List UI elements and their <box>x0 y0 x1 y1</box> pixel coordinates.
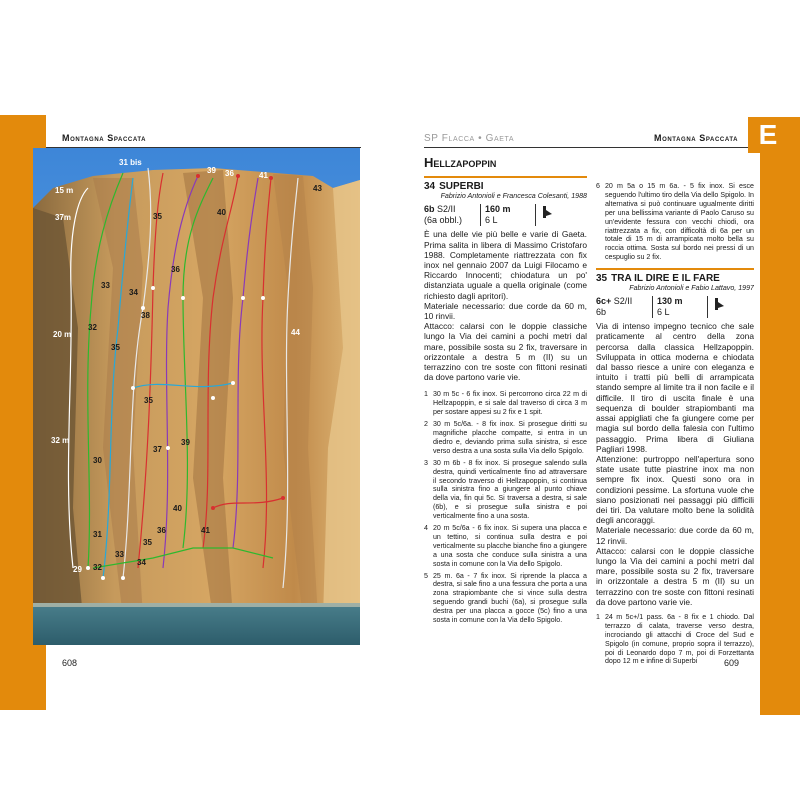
topo-label: 29 <box>73 565 82 574</box>
topo-label: 41 <box>259 171 268 180</box>
section-letter-tab: E <box>748 117 788 153</box>
topo-label: 40 <box>217 208 226 217</box>
topo-label: 43 <box>313 184 322 193</box>
route-number: 35 <box>596 273 608 285</box>
pitch-text: 24 m 5c+/1 pass. 6a - 8 fix e 1 chiodo. Dal terrazzo di calata, traverse verso destra, incrociando gli attacchi di Croce del Sud e Spigolo (in comune, proprio sopra il terrazzo), poi di Leonardo dopo 7 m, poi di Forzettanta dopo 12 m e infine di Superbi <box>604 612 754 666</box>
route-material: Materiale necessario: due corde da 60 m, 10 rinvii. <box>424 300 587 321</box>
text-column-2 <box>596 182 754 674</box>
route-grade: 6b <box>424 204 435 215</box>
right-header-line <box>424 147 748 148</box>
topo-label: 41 <box>201 526 210 535</box>
route-grade-oblig2: 6b <box>596 307 607 318</box>
right-header-title: Montagna Spaccata <box>654 133 739 143</box>
route-authors: Fabrizio Antonioli e Fabio Lattavo, 1997 <box>629 284 754 293</box>
topo-label: 31 <box>93 530 102 539</box>
cliff-topo-photo <box>33 148 360 645</box>
pitch-item <box>424 420 587 456</box>
topo-label: 31 bis <box>119 158 142 167</box>
pitch-item <box>424 572 587 625</box>
pitch-text: 30 m 6b - 8 fix inox. Si prosegue salendo sulla destra, quindi verticalmente fino ad attraversare il secondo traverso di Hellzapoppin, si continua sulla sinistra fino a giungere al punto chiave della via, fin qui 5c. Si traversa a destra, si sale (6b), e si prosegue sulla sinistra e poi verticalmente fino a una sosta. <box>432 458 587 521</box>
topo-label: 35 <box>153 212 162 221</box>
route-material: Materiale necessario: due corde da 60 m, 12 rinvii. <box>596 525 754 546</box>
pitch-text: 20 m 5a o 15 m 6a. - 5 fix inox. Si esce seguendo l'ultimo tiro della Via dello Spigolo. In alternativa si può continuare ugualmente diritti per una bellissima variante di Paolo Caruso su un'evidente fessura con vecchi chiodi, ora riattrezzata a fix, con difficoltà di 6a per un totale di 15 m di arrampicata molto bella su roccia ottima. Sosta sul bordo nei pressi di un cespuglio su 2 fix. <box>604 182 754 262</box>
right-page-tab <box>760 117 800 715</box>
pitch-text: 30 m 5c/6a. - 8 fix inox. Si prosegue diritti su magnifiche placche compatte, si entra in un diedro e, deviando prima sulla sinistra, si esce verso destra a una sosta sulla Via dello Spigolo. <box>432 420 587 455</box>
topo-label: 32 <box>88 323 97 332</box>
topo-label: 36 <box>171 265 180 274</box>
topo-label: 37 <box>153 445 162 454</box>
topo-label: 39 <box>207 166 216 175</box>
route-divider <box>596 268 754 270</box>
pitch-text: 30 m 5c - 6 fix inox. Si percorrono circa 22 m di Hellzapoppin, e si sale dal traverso di circa 3 m per sostare appesi su 2 fix e 1 spit. <box>432 390 587 417</box>
topo-label: 32 m <box>51 436 70 445</box>
left-header-title: Montagna Spaccata <box>62 133 147 143</box>
pitch-list <box>424 390 587 625</box>
pitch-number: 4 <box>424 524 428 533</box>
route-grade-oblig: S2/II <box>613 296 633 307</box>
climber-icon <box>540 204 554 220</box>
section-title: Hellzapoppin <box>424 158 497 170</box>
topo-label: 33 <box>101 281 110 290</box>
topo-label: 39 <box>181 438 190 447</box>
topo-label: 37m <box>55 213 72 222</box>
topo-label: 44 <box>291 328 300 337</box>
route-warning: Attenzione: purtroppo nell'apertura sono state usate tutte piastrine inox ma non sempre fix inox. Questi sono ora in condizioni pessime. La sfortuna vuole che siano posizionati nei passaggi più difficili dei tiri. Da valutare molto bene la solidità degli ancoraggi. <box>596 453 754 526</box>
route-name: TRA IL DIRE E IL FARE <box>611 273 720 285</box>
route-pitches: 6 L <box>485 215 498 226</box>
pitch-item <box>424 524 587 569</box>
topo-label: 35 <box>144 396 153 405</box>
topo-label: 30 <box>93 456 102 465</box>
topo-label: 35 <box>143 538 152 547</box>
page-number-left: 608 <box>62 658 78 668</box>
page-number-right: 609 <box>724 658 740 668</box>
route-description: Via di intenso impegno tecnico che sale praticamente al centro della zona percorsa dalla classica Hellzapoppin. Sviluppata in ottica moderna e chiodata dal basso riesce a unire con eleganza e intuito i tratti più belli di arrampicata stando sempre al limite tra il non facile e il difficile. Il tiro di uscita finale è una sequenza di boulder strapiombanti ma assai appigliati che fa giungere come per magia sul bordo della falesia con l'ultimo passaggio. Prima libera di Giuliana Pagliari 1998. <box>596 321 754 454</box>
route-grade-row <box>596 296 754 318</box>
route-number: 34 <box>424 181 436 193</box>
topo-label: 36 <box>225 169 234 178</box>
topo-label: 38 <box>141 311 150 320</box>
route-authors: Fabrizio Antonioli e Francesca Colesanti, 1988 <box>440 192 587 201</box>
route-approach: Attacco: calarsi con le doppie classiche lungo la Via dei camini a pochi metri dal mare, possibile sosta su 2 fix, traversare in orizzontale a destra 5 m (II) su un terrazzino con tre soste con fittoni resinati da dove partono varie vie. <box>596 545 754 607</box>
pitch-text: 20 m 5c/6a - 6 fix inox. Si supera una placca e un tettino, si continua sulla destra e poi verticalmente su placche bianche fino a giungere a una sosta che conduce sulla sinistra a una sosta in comune con la Via dello Spigolo. <box>432 524 587 568</box>
route-length: 130 m <box>657 296 683 307</box>
route-grade-oblig2: (6a obbl.) <box>424 215 463 226</box>
topo-label: 33 <box>115 550 124 559</box>
pitch-item <box>424 390 587 417</box>
topo-label: 20 m <box>53 330 72 339</box>
pitch-number: 2 <box>424 420 428 429</box>
topo-label: 34 <box>129 288 138 297</box>
route-grade: 6c+ <box>596 296 612 307</box>
text-column-1 <box>424 158 587 658</box>
topo-label: 36 <box>157 526 166 535</box>
pitch-item <box>424 459 587 521</box>
route-description: È una delle vie più belle e varie di Gaeta. Prima salita in libera di Massimo Cristofaro 1988. Completamente riattrezzata con fix inox nel gennaio 2007 da Luigi Filocamo e Riccardo Innocenti; chiodatura un po' distanziata uguale a quella originale (come richiesto dagli apritori). <box>424 229 587 301</box>
pitch-number: 1 <box>424 390 428 399</box>
route-pitches: 6 L <box>657 307 670 318</box>
pitch-number: 5 <box>424 571 428 580</box>
route-name: SUPERBI <box>439 181 484 193</box>
climber-icon <box>712 296 726 312</box>
route-approach: Attacco: calarsi con le doppie classiche lungo la Via dei camini a pochi metri dal mare, possibile sosta su 2 fix, traversare in orizzontale a destra 5 m (II) su un terrazzino con tre soste con fittoni resinati da dove partono varie vie. <box>424 321 587 383</box>
topo-illustration <box>33 148 360 645</box>
topo-label: 32 <box>93 563 102 572</box>
right-header-center: SP Flacca • Gaeta <box>424 133 515 144</box>
topo-label: 40 <box>173 504 182 513</box>
pitch-text: 25 m. 6a - 7 fix inox. Si riprende la placca a destra, si sale fino a una fessura che porta a una zona strapiombante che si vince sulla destra seguendo grandi buchi (6a), si prosegue sulla destra per una placca a gocce (5c) fino a una sosta in comune con la Via dello Spigolo. <box>432 571 587 625</box>
pitch-number: 6 <box>596 182 600 190</box>
route-length: 160 m <box>485 204 511 215</box>
route-grade-row <box>424 204 587 226</box>
topo-label: 35 <box>111 343 120 352</box>
route-grade-oblig: S2/II <box>437 204 456 215</box>
topo-label: 34 <box>137 558 146 567</box>
pitch-number: 1 <box>596 612 600 621</box>
pitch-item <box>596 182 754 262</box>
section-divider <box>424 176 587 178</box>
pitch-number: 3 <box>424 458 428 467</box>
topo-label: 15 m <box>55 186 74 195</box>
